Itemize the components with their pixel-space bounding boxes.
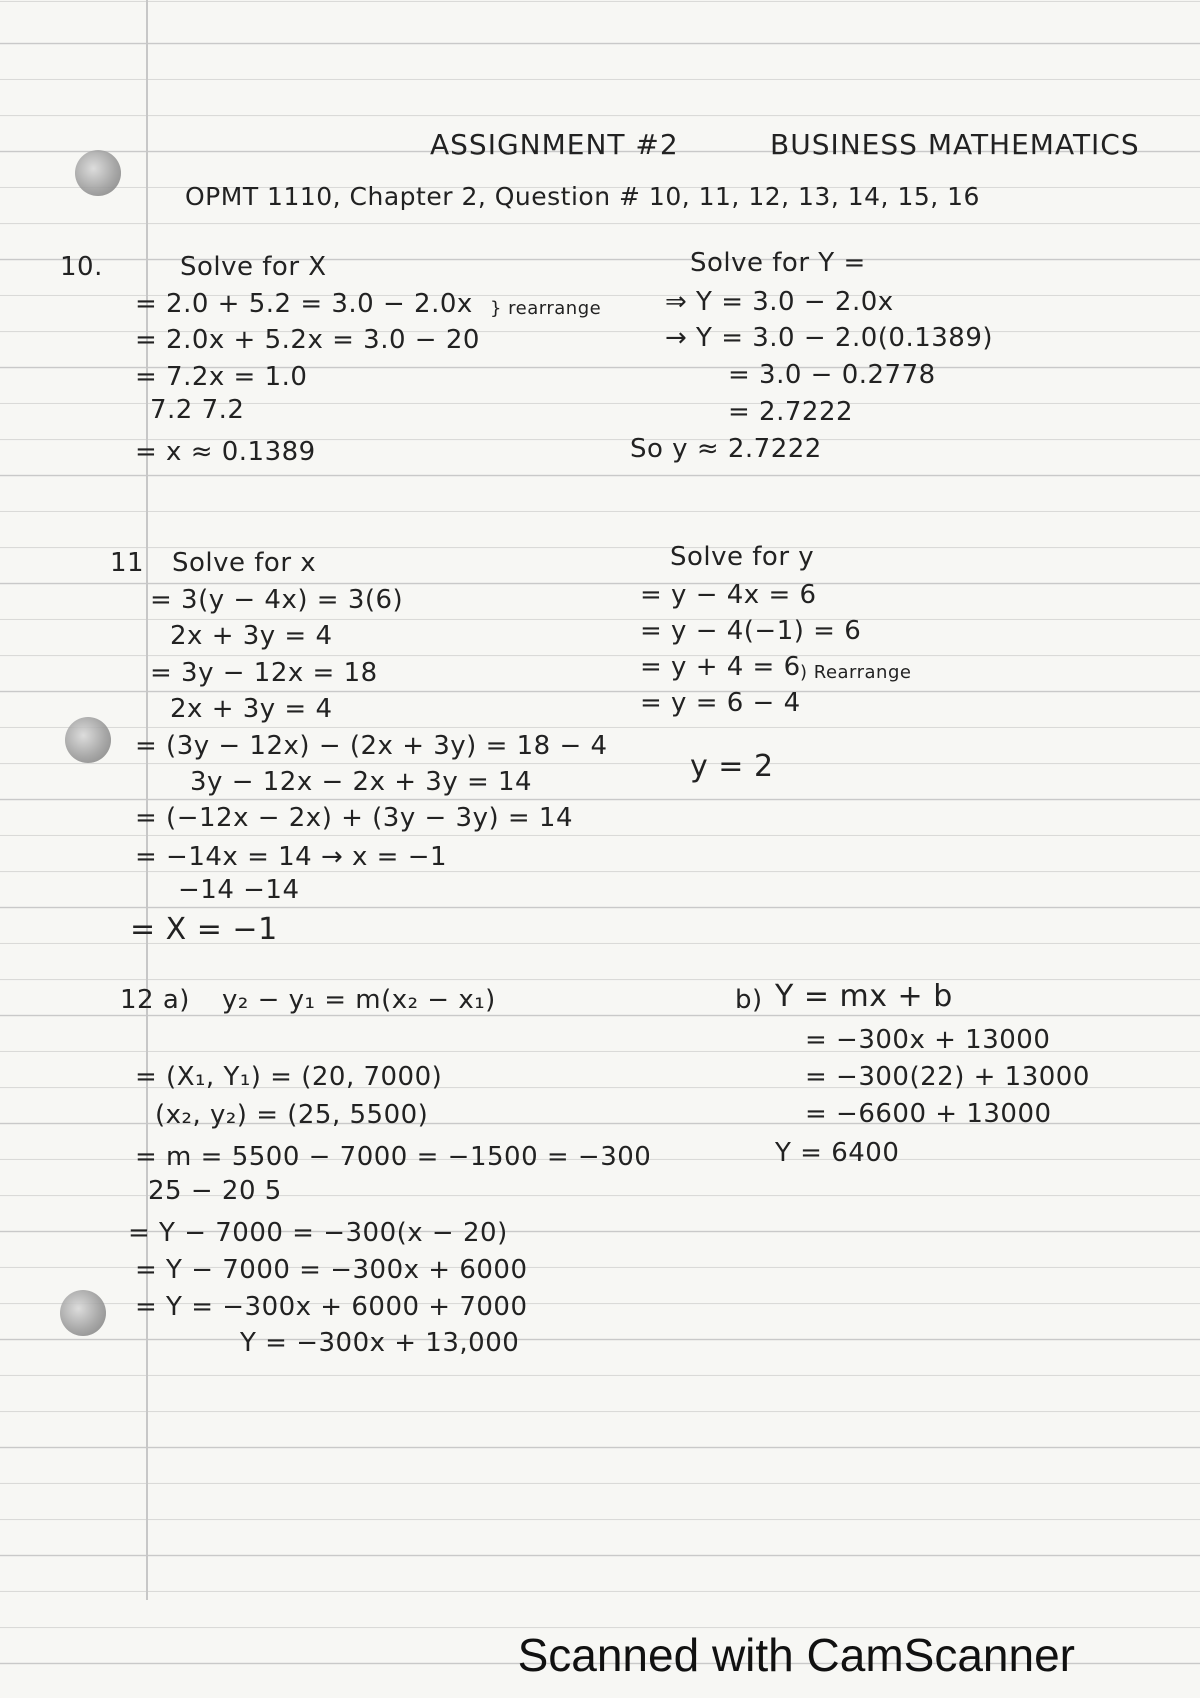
punch-hole-icon	[65, 717, 111, 763]
q10-right-line: → Y = 3.0 − 2.0(0.1389)	[665, 323, 994, 353]
q10-left-line: = 7.2x = 1.0	[135, 362, 308, 392]
q11-answer-x: = X = −1	[130, 912, 278, 947]
q11-right-line: = y − 4x = 6	[640, 580, 817, 610]
q12-right-line: Y = 6400	[775, 1138, 900, 1168]
subject-title: BUSINESS MATHEMATICS	[770, 128, 1140, 161]
q10-number: 10.	[60, 252, 103, 282]
q11-left-line: 3y − 12x − 2x + 3y = 14	[190, 767, 533, 797]
q10-left-line: 7.2 7.2	[150, 395, 245, 425]
q10-right-line: So y ≈ 2.7222	[630, 434, 822, 464]
q11-left-line: = −14x = 14 → x = −1	[135, 842, 448, 872]
q10-right-line: Solve for Y =	[690, 248, 866, 278]
q12-right-line: = −6600 + 13000	[805, 1099, 1052, 1129]
q11-left-line: 2x + 3y = 4	[170, 694, 333, 724]
q12-left-line: = (X₁, Y₁) = (20, 7000)	[135, 1062, 443, 1092]
q11-left-line: = 3(y − 4x) = 3(6)	[150, 585, 404, 615]
q11-answer-y: y = 2	[690, 749, 774, 784]
punch-hole-icon	[60, 1290, 106, 1336]
q10-left-line: = 2.0x + 5.2x = 3.0 − 20	[135, 325, 480, 355]
q12-right-line: = −300(22) + 13000	[805, 1062, 1090, 1092]
q11-right-line: = y = 6 − 4	[640, 688, 801, 718]
q12-left-line: 25 − 20 5	[148, 1176, 282, 1206]
q11-rearrange-note: ) Rearrange	[800, 662, 912, 683]
q12-left-line: = m = 5500 − 7000 = −1500 = −300	[135, 1142, 652, 1172]
q10-left-line: = x ≈ 0.1389	[135, 437, 316, 467]
q11-left-line: Solve for x	[172, 548, 317, 578]
q12-left-line: = Y − 7000 = −300(x − 20)	[128, 1218, 508, 1248]
q11-right-line: Solve for y	[670, 542, 815, 572]
q12-left-line: Y = −300x + 13,000	[240, 1328, 520, 1358]
q12-left-line: = Y = −300x + 6000 + 7000	[135, 1292, 528, 1322]
q11-right-line: = y + 4 = 6	[640, 652, 801, 682]
q10-left-line: Solve for X	[180, 252, 327, 282]
q11-left-line: = (3y − 12x) − (2x + 3y) = 18 − 4	[135, 731, 608, 761]
q11-right-line: = y − 4(−1) = 6	[640, 616, 862, 646]
margin-line	[146, 0, 148, 1600]
q11-number: 11	[110, 548, 145, 578]
q10-right-line: = 2.7222	[728, 397, 854, 427]
camscanner-watermark: Scanned with CamScanner	[517, 1629, 1075, 1681]
punch-hole-icon	[75, 150, 121, 196]
assignment-title: ASSIGNMENT #2	[430, 128, 679, 161]
q11-left-line: 2x + 3y = 4	[170, 621, 333, 651]
q10-right-line: ⇒ Y = 3.0 − 2.0x	[665, 287, 894, 317]
q12a-label: 12 a)	[120, 985, 190, 1015]
q12b-label: b)	[735, 985, 763, 1015]
q10-right-line: = 3.0 − 0.2778	[728, 360, 936, 390]
q10-rearrange-note: } rearrange	[490, 298, 602, 319]
q12-left-line: (x₂, y₂) = (25, 5500)	[155, 1100, 429, 1130]
q12-right-line: Y = mx + b	[775, 979, 953, 1014]
course-line: OPMT 1110, Chapter 2, Question # 10, 11, 12, 13, 14, 15, 16	[185, 182, 980, 211]
q10-left-line: = 2.0 + 5.2 = 3.0 − 2.0x	[135, 289, 473, 319]
q12-left-line: y₂ − y₁ = m(x₂ − x₁)	[222, 985, 496, 1015]
q11-left-line: = (−12x − 2x) + (3y − 3y) = 14	[135, 803, 574, 833]
q12-left-line: = Y − 7000 = −300x + 6000	[135, 1255, 528, 1285]
q11-left-line: −14 −14	[178, 875, 300, 905]
q12-right-line: = −300x + 13000	[805, 1025, 1051, 1055]
q11-left-line: = 3y − 12x = 18	[150, 658, 378, 688]
